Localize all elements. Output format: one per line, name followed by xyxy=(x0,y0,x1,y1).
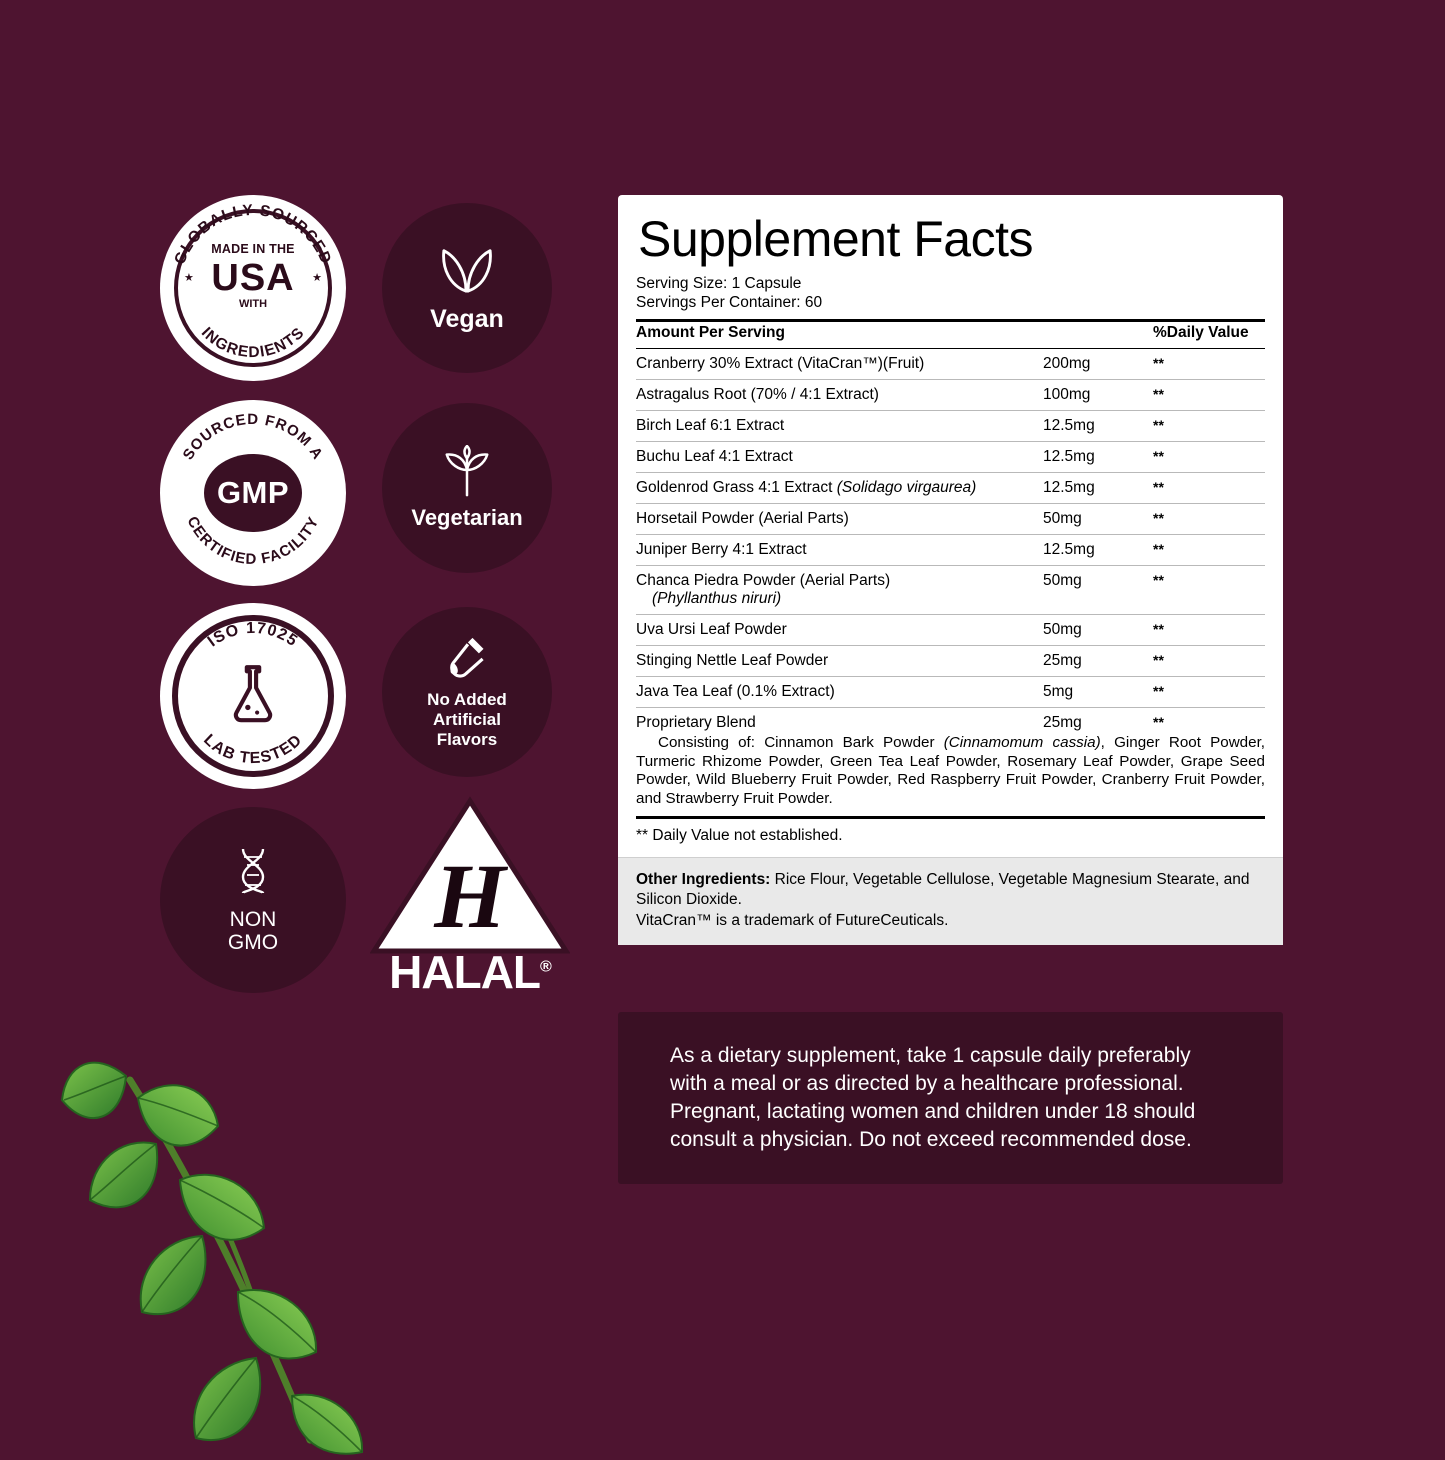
other-ingredients-line xyxy=(636,870,1265,910)
non-gmo-line-1: NON xyxy=(229,908,277,932)
vegetarian-label: Vegetarian xyxy=(411,505,523,530)
ingredient-name: Cranberry 30% Extract (VitaCran™)(Fruit) xyxy=(636,349,1043,380)
no-flavor-label: No Added Artificial Flavors xyxy=(427,689,507,750)
ingredient-amount: 12.5mg xyxy=(1043,535,1153,566)
ingredient-amount: 50mg xyxy=(1043,615,1153,646)
blend-detail xyxy=(636,732,1265,816)
table-row xyxy=(636,646,1265,677)
ingredient-latin-name: (Solidago virgaurea) xyxy=(836,479,977,497)
ingredient-name: Birch Leaf 6:1 Extract xyxy=(636,411,1043,442)
page-title: Supplement Facts xyxy=(638,211,1033,267)
ingredient-dv: ** xyxy=(1153,504,1265,535)
badge-made-in-usa xyxy=(160,195,346,381)
col-amount-per-serving: Amount Per Serving xyxy=(636,322,1043,349)
ingredient-name: Astragalus Root (70% / 4:1 Extract) xyxy=(636,380,1043,411)
usa-star-right-icon: ★ xyxy=(312,272,322,284)
usa-line-2: USA xyxy=(211,257,295,299)
badge-halal xyxy=(370,795,570,1015)
usa-arc-top: GLOBALLY SOURCED xyxy=(171,201,335,267)
non-gmo-line-2: GMO xyxy=(227,931,279,954)
gmp-arc-top: SOURCED FROM A xyxy=(179,411,327,464)
badge-vegetarian xyxy=(382,403,552,573)
table-row xyxy=(636,473,1265,504)
directions-panel: As a dietary supplement, take 1 capsule daily preferably with a meal or as directed by a healthcare professional. Pregnant, lactating women and children under 18 should consult a physician. Do not exceed recommended dose. xyxy=(618,1012,1283,1184)
svg-text:H: H xyxy=(434,845,506,947)
blend-detail-rest: , Ginger Root Powder, Turmeric Rhizome Powder, Green Tea Leaf Powder, Rosemary Leaf Powder, Grape Seed Powder, Wild Blueberry Fruit Powder, Red Raspberry Fruit Powder, Cranberry Fruit Powder, and Strawberry Fruit Powder. xyxy=(636,734,1266,807)
ingredient-dv: ** xyxy=(1153,442,1265,473)
ingredient-amount: 12.5mg xyxy=(1043,411,1153,442)
table-row xyxy=(636,380,1265,411)
ingredient-dv: ** xyxy=(1153,380,1265,411)
ingredient-dv: ** xyxy=(1153,473,1265,504)
col-daily-value: %Daily Value xyxy=(1153,322,1265,349)
halal-label: HALAL® xyxy=(389,946,551,998)
table-row-proprietary-blend xyxy=(636,708,1265,733)
svg-text:LAB TESTED xyxy=(200,731,306,767)
usa-arc-bottom: INGREDIENTS xyxy=(197,324,309,362)
leaf-sprig-icon xyxy=(438,445,496,497)
plant-illustration xyxy=(60,1040,540,1460)
blend-amount: 25mg xyxy=(1043,714,1082,732)
blend-detail-lead: Consisting of: Cinnamon Bark Powder xyxy=(658,734,944,752)
ingredient-name: Juniper Berry 4:1 Extract xyxy=(636,535,1043,566)
ingredient-dv: ** xyxy=(1153,615,1265,646)
serving-size: Serving Size: 1 Capsule xyxy=(636,274,802,292)
dna-icon xyxy=(233,845,273,897)
ingredient-name-text: Goldenrod Grass 4:1 Extract xyxy=(636,479,837,497)
badge-no-added-artificial-flavors xyxy=(382,607,552,777)
halal-registered-mark: ® xyxy=(540,958,551,976)
usa-line-3: WITH xyxy=(238,298,268,310)
table-header-row xyxy=(636,322,1265,349)
badge-non-gmo xyxy=(160,807,346,993)
table-row xyxy=(636,615,1265,646)
iso-arc-top: ISO 17025 xyxy=(204,619,301,651)
other-ingredients-section xyxy=(618,857,1283,944)
certification-badges xyxy=(150,195,590,1025)
table-row xyxy=(636,504,1265,535)
table-row xyxy=(636,349,1265,380)
daily-value-note: ** Daily Value not established. xyxy=(636,816,1265,857)
serving-info xyxy=(636,274,1265,314)
ingredient-latin-name: (Phyllanthus niruri) xyxy=(652,590,782,608)
ingredient-name: Stinging Nettle Leaf Powder xyxy=(636,646,1043,677)
ingredient-name-text: Chanca Piedra Powder (Aerial Parts) xyxy=(636,572,891,590)
ingredient-amount: 12.5mg xyxy=(1043,442,1153,473)
ingredient-dv: ** xyxy=(1153,411,1265,442)
ingredient-name: Uva Ursi Leaf Powder xyxy=(636,615,1043,646)
ingredient-amount: 200mg xyxy=(1043,349,1153,380)
ingredient-amount: 25mg xyxy=(1043,646,1153,677)
flask-icon xyxy=(220,661,286,727)
usa-line-1: MADE IN THE xyxy=(211,242,295,256)
table-row xyxy=(636,677,1265,708)
col-amount-spacer xyxy=(1043,322,1153,349)
gmp-arc-bottom: CERTIFIED FACILITY xyxy=(183,513,323,569)
ingredient-dv: ** xyxy=(1153,566,1265,615)
other-ingredients-text: Rice Flour, Vegetable Cellulose, Vegetable Magnesium Stearate, and Silicon Dioxide. xyxy=(636,871,1250,909)
leaf-icon xyxy=(438,243,496,295)
table-row xyxy=(636,535,1265,566)
gmp-center-label: GMP xyxy=(204,454,302,532)
ingredient-dv: ** xyxy=(1153,646,1265,677)
ingredient-amount: 50mg xyxy=(1043,504,1153,535)
badge-gmp xyxy=(160,400,346,586)
supplement-facts-table xyxy=(636,322,1265,732)
supplement-facts-panel xyxy=(618,195,1283,945)
badge-iso-lab-tested xyxy=(160,603,346,789)
ingredient-name: Java Tea Leaf (0.1% Extract) xyxy=(636,677,1043,708)
ingredient-amount: 100mg xyxy=(1043,380,1153,411)
trademark-note: VitaCran™ is a trademark of FutureCeuticals. xyxy=(636,911,949,929)
iso-arc-bottom: LAB TESTED xyxy=(200,731,306,768)
svg-text:INGREDIENTS xyxy=(198,324,308,361)
dropper-icon xyxy=(445,634,489,682)
table-row xyxy=(636,411,1265,442)
badge-vegan xyxy=(382,203,552,373)
svg-text:ISO 17025 xyxy=(205,620,301,650)
ingredient-amount: 12.5mg xyxy=(1043,473,1153,504)
ingredient-amount: 50mg xyxy=(1043,566,1153,615)
ingredient-name: Horsetail Powder (Aerial Parts) xyxy=(636,504,1043,535)
halal-triangle-icon xyxy=(370,795,570,955)
other-ingredients-label: Other Ingredients: xyxy=(636,871,771,889)
ingredient-name: Buchu Leaf 4:1 Extract xyxy=(636,442,1043,473)
vegan-label: Vegan xyxy=(430,304,504,333)
servings-per-container: Servings Per Container: 60 xyxy=(636,294,823,312)
ingredient-name xyxy=(636,473,1043,504)
blend-name: Proprietary Blend xyxy=(636,714,756,732)
blend-detail-latin: (Cinnamomum cassia) xyxy=(943,734,1101,752)
ingredient-dv: ** xyxy=(1153,677,1265,708)
table-row xyxy=(636,566,1265,615)
ingredient-name xyxy=(636,566,1043,615)
ingredient-dv: ** xyxy=(1153,535,1265,566)
blend-dv: ** xyxy=(1153,714,1164,731)
table-row xyxy=(636,442,1265,473)
usa-star-left-icon: ★ xyxy=(184,272,194,284)
ingredient-dv: ** xyxy=(1153,349,1265,380)
ingredient-amount: 5mg xyxy=(1043,677,1153,708)
